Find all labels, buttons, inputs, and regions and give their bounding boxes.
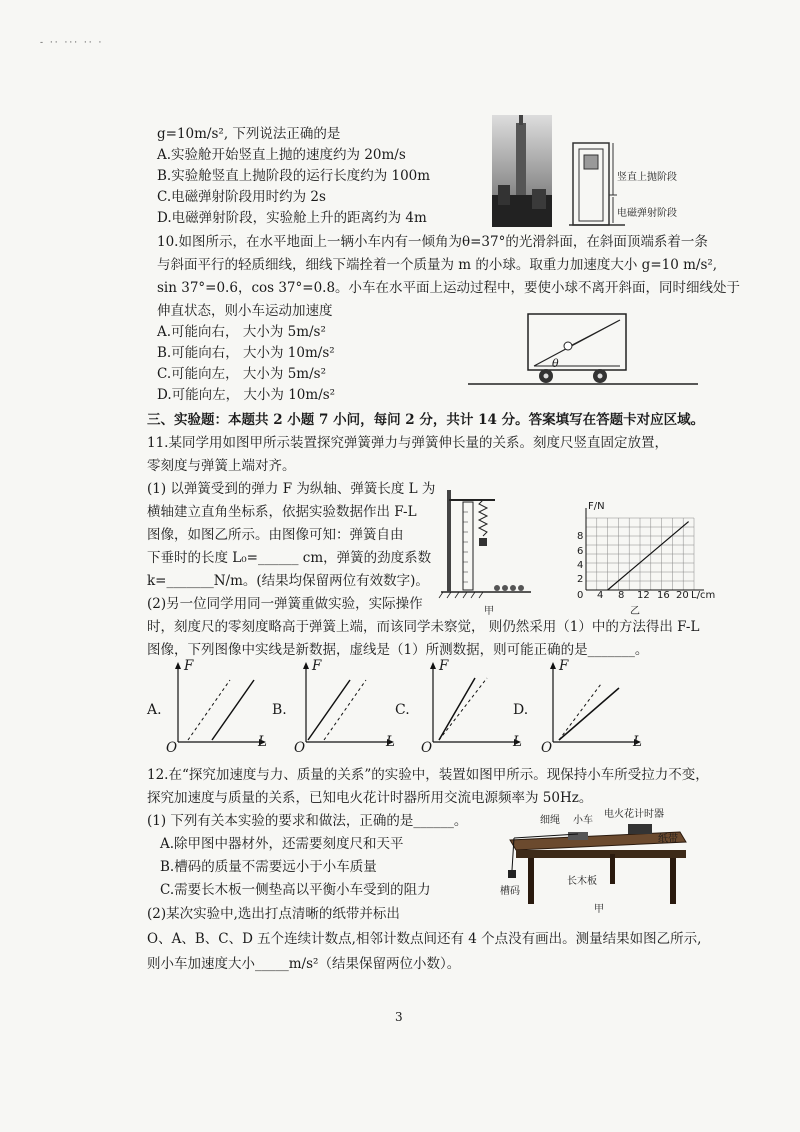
fl-xtick-4: 4 [597, 590, 604, 601]
q12-p1: (1) 下列有关本实验的要求和做法，正确的是______。 [147, 813, 468, 829]
q12-intro-2: 探究加速度与质量的关系，已知电火花计时器所用交流电源频率为 50Hz。 [147, 790, 593, 806]
choice-o-label-0: O [166, 740, 178, 756]
q11-intro-2: 零刻度与弹簧上端对齐。 [147, 458, 296, 474]
choice-f-label-3: F [559, 658, 569, 674]
fig-yi-caption: 乙 [630, 606, 640, 617]
q9-option-d: D.电磁弹射阶段，实验舱上升的距离约为 4m [157, 210, 427, 226]
q11-p1-2: 横轴建立直角坐标系，依据实验数据作出 F-L [147, 504, 417, 520]
choice-o-label-2: O [421, 740, 433, 756]
choice-l-label-3: L [633, 734, 642, 750]
q12-p2-1: (2)某次实验中,选出打点清晰的纸带并标出 [147, 906, 400, 922]
page-number: 3 [395, 1010, 403, 1024]
q11-p1-3: 图像，如图乙所示。由图像可知：弹簧自由 [147, 527, 404, 543]
choice-f-label-0: F [184, 658, 194, 674]
q9-option-a: A.实验舱开始竖直上抛的速度约为 20m/s [157, 147, 406, 163]
choice-label-0: A. [147, 702, 162, 718]
spring-stand-figure [435, 488, 535, 606]
fl-xtick-20: 20 [676, 590, 689, 601]
q9-option-b: B.实验舱竖直上抛阶段的运行长度约为 100m [157, 168, 431, 184]
fl-ytick-8: 8 [577, 531, 584, 542]
choice-f-label-2: F [439, 658, 449, 674]
q10-option-c: C.可能向左， 大小为 5m/s² [157, 366, 327, 382]
label-timer: 电火花计时器 [604, 809, 664, 820]
choice-label-2: C. [395, 702, 410, 718]
q12-option-c: C.需要长木板一侧垫高以平衡小车受到的阻力 [160, 882, 431, 898]
fl-graph-xlabel: L/cm [691, 590, 716, 601]
q12-p2-2: O、A、B、C、D 五个连续计数点,相邻计数点间还有 4 个点没有画出。测量结果如图乙所示, [147, 931, 702, 947]
section-3-heading: 三、实验题：本题共 2 小题 7 小问，每问 2 分，共计 14 分。答案填写在答题卡对应区域。 [147, 412, 705, 428]
choice-l-label-0: L [258, 734, 267, 750]
q10-text-3: sin 37°=0.6，cos 37°=0.8。小车在水平面上运动过程中，要使小球不离开斜面，同时细线处于 [157, 280, 741, 296]
q12-intro-1: 12.在“探究加速度与力、质量的关系”的实验中，装置如图甲所示。现保持小车所受拉力不变， [147, 767, 709, 783]
q9-intro: g=10m/s², 下列说法正确的是 [157, 126, 341, 142]
q11-p1-1: (1) 以弹簧受到的弹力 F 为纵轴、弹簧长度 L 为 [147, 481, 436, 497]
q11-p1-5: k=_______N/m。(结果均保留两位有效数字)。 [147, 573, 429, 589]
choice-o-label-1: O [294, 740, 306, 756]
q11-p2-2: 时，刻度尺的零刻度略高于弹簧上端，而该同学未察觉， 则仍然采用（1）中的方法得出 F-L [147, 619, 700, 635]
label-car: 小车 [573, 815, 593, 826]
q10-option-b: B.可能向右， 大小为 10m/s² [157, 345, 335, 361]
q9-option-c: C.电磁弹射阶段用时约为 2s [157, 189, 326, 205]
q10-text-2: 与斜面平行的轻质细线，细线下端拴着一个质量为 m 的小球。取重力加速度大小 g=10 m/s², [157, 257, 718, 273]
label-board: 长木板 [567, 876, 597, 887]
choice-l-label-2: L [513, 734, 522, 750]
choice-label-3: D. [513, 702, 529, 718]
label-rope: 细绳 [540, 815, 560, 826]
fl-xtick-12: 12 [637, 590, 650, 601]
fl-xtick-8: 8 [618, 590, 625, 601]
choice-l-label-1: L [386, 734, 395, 750]
choice-f-label-1: F [312, 658, 322, 674]
fl-graph-ylabel: F/N [588, 501, 605, 512]
choice-label-1: B. [272, 702, 287, 718]
cart-figure [468, 308, 698, 390]
q11-p1-4: 下垂时的长度 L₀=______ cm，弹簧的劲度系数 [147, 550, 432, 566]
launch-label-eject: 电磁弹射阶段 [617, 208, 677, 219]
q11-p2-1: (2)另一位同学用同一弹簧重做实验，实际操作 [147, 596, 423, 612]
fl-ytick-4: 4 [577, 560, 584, 571]
q10-option-d: D.可能向左， 大小为 10m/s² [157, 387, 336, 403]
q12-option-b: B.槽码的质量不需要远小于小车质量 [160, 859, 377, 875]
q10-text-4: 伸直状态，则小车运动加速度 [157, 303, 333, 319]
q12-option-a: A.除甲图中器材外，还需要刻度尺和天平 [160, 836, 404, 852]
q10-text-1: 10.如图所示，在水平地面上一辆小车内有一倾角为θ=37°的光滑斜面，在斜面顶端系着一条 [157, 234, 708, 250]
choice-o-label-3: O [541, 740, 553, 756]
label-tape: 纸带 [658, 834, 678, 845]
fig-jia-caption: 甲 [484, 606, 494, 617]
theta-label: θ [552, 357, 559, 370]
launch-label-throw: 竖直上抛阶段 [617, 172, 677, 183]
fl-ytick-2: 2 [577, 574, 584, 585]
fl-xtick-0: 0 [577, 590, 584, 601]
q11-p2-3: 图像，下列图像中实线是新数据，虚线是（1）所测数据，则可能正确的是_______。 [147, 642, 649, 658]
apparatus-caption: 甲 [594, 904, 604, 915]
fl-ytick-6: 6 [577, 546, 584, 557]
q10-option-a: A.可能向右， 大小为 5m/s² [157, 324, 326, 340]
q11-intro-1: 11.某同学用如图甲所示装置探究弹簧弹力与弹簧伸长量的关系。刻度尺竖直固定放置， [147, 435, 668, 451]
label-weight: 槽码 [500, 886, 520, 897]
tower-photo [492, 115, 552, 227]
q12-p2-3: 则小车加速度大小_____m/s²（结果保留两位小数）。 [147, 956, 461, 972]
fl-xtick-16: 16 [657, 590, 670, 601]
header-marks: - ·· ··· ·· · [40, 38, 104, 48]
